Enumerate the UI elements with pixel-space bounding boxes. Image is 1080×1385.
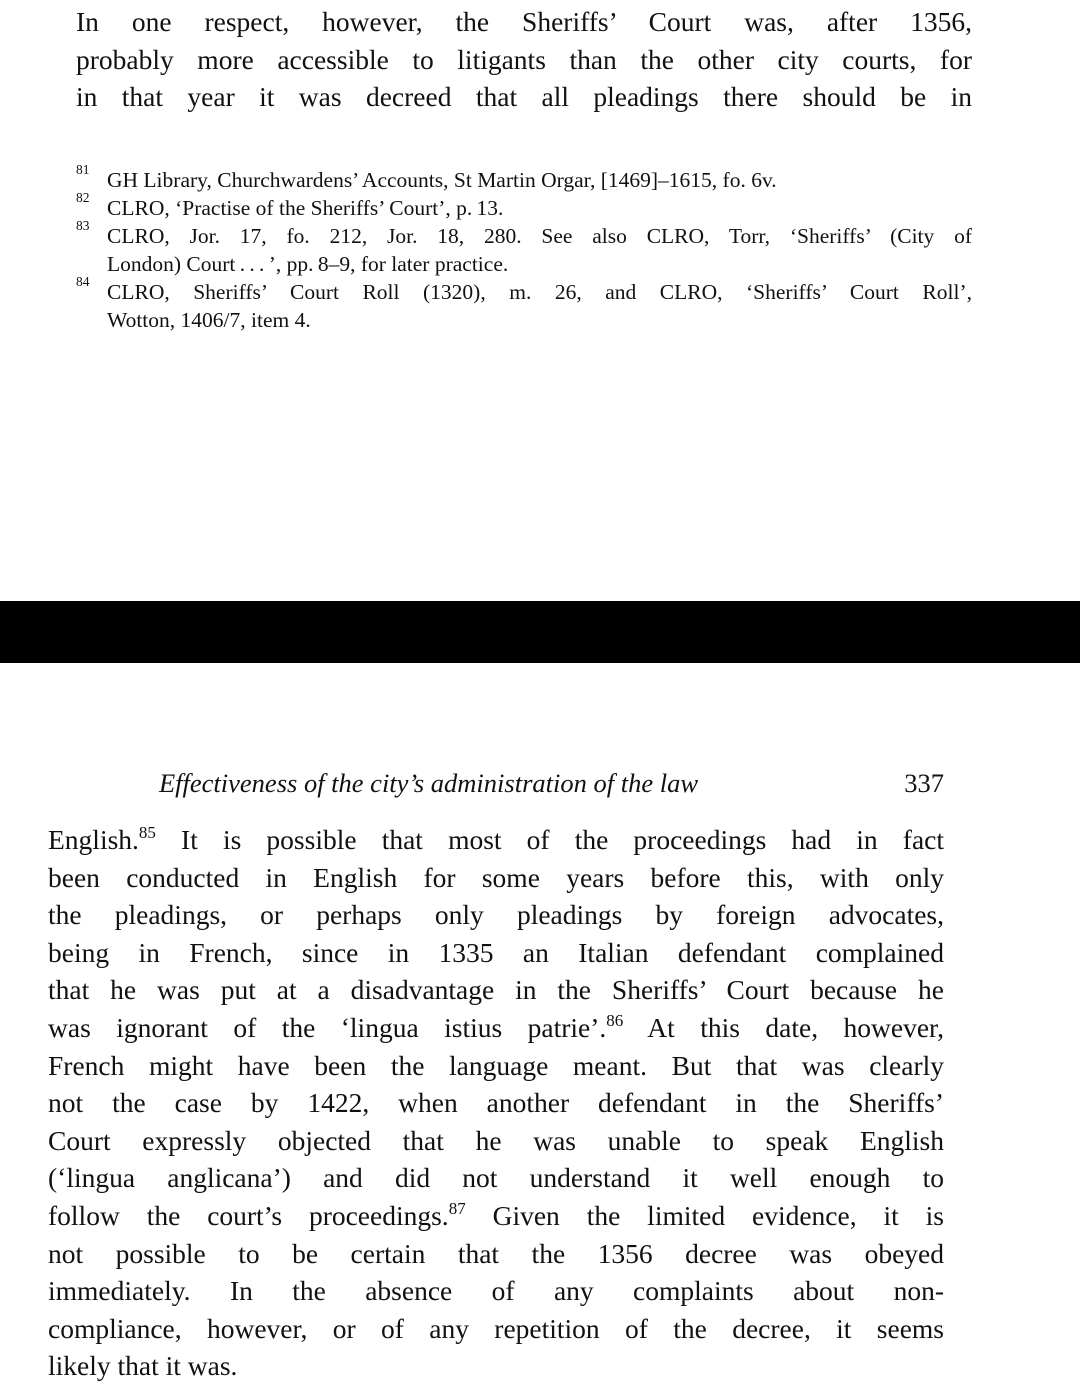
footnote-text: [107, 278, 972, 334]
text-run: been conducted in English for some years before this, with only: [48, 861, 944, 893]
footnote-number: 83: [76, 218, 90, 233]
footnote-line: CLRO, Jor. 17, fo. 212, Jor. 18, 280. See also CLRO, Torr, ‘Sheriffs’ (City of: [107, 224, 972, 248]
footnote-83: [76, 218, 972, 278]
paragraph-line: [48, 859, 944, 897]
paragraph-line: [48, 971, 944, 1009]
footnote-line: GH Library, Churchwardens’ Accounts, St Martin Orgar, [1469]–1615, fo. 6v.: [107, 168, 777, 192]
footnote-number: 81: [76, 162, 90, 177]
footnote-82: [76, 190, 972, 222]
text-run: was ignorant of the ‘lingua istius patrie’.: [48, 1011, 607, 1043]
paragraph-line: in that year it was decreed that all pleadings there should be in: [76, 81, 972, 113]
text-run: follow the court’s proceedings.: [48, 1199, 449, 1231]
text-run: compliance, however, or of any repetition of the decree, it seems: [48, 1312, 944, 1344]
page-number: 337: [904, 768, 944, 798]
paragraph-line: [48, 1310, 944, 1348]
paragraph-line: [48, 1122, 944, 1160]
text-run: Given the limited evidence, it is: [465, 1199, 945, 1231]
footnote-81: [76, 162, 972, 194]
page-divider-bar: [0, 601, 1080, 663]
text-run: not the case by 1422, when another defendant in the Sheriffs’: [48, 1087, 944, 1119]
footnote-text: [107, 222, 972, 278]
paragraph-line: [48, 821, 944, 859]
footnote-number: 84: [76, 274, 90, 289]
footnote-text: [107, 166, 972, 194]
paragraph-line: [48, 1235, 944, 1273]
text-run: not possible to be certain that the 1356 decree was obeyed: [48, 1237, 944, 1269]
paragraph-line: [48, 1272, 944, 1310]
text-run: Court expressly objected that he was unable to speak English: [48, 1124, 944, 1156]
paragraph-line: [48, 1084, 944, 1122]
paragraph-line: [48, 1197, 944, 1235]
text-run: likely that it was.: [48, 1350, 238, 1382]
footnote-reference: 86: [606, 1010, 624, 1030]
footnote-line: Wotton, 1406/7, item 4.: [107, 308, 311, 332]
text-run: French might have been the language meant. But that was clearly: [48, 1049, 944, 1081]
footnote-84: [76, 274, 972, 334]
paragraph-line: [48, 1347, 944, 1385]
paragraph-line: In one respect, however, the Sheriffs’ Court was, after 1356,: [76, 6, 972, 37]
footnotes: [76, 162, 972, 334]
footnote-number: 82: [76, 190, 90, 205]
text-run: English.: [48, 824, 139, 855]
paragraph-line: [48, 934, 944, 972]
footnote-reference: 85: [138, 823, 156, 842]
footnote-line: CLRO, ‘Practise of the Sheriffs’ Court’, p. 13.: [107, 196, 504, 220]
footnote-line: CLRO, Sheriffs’ Court Roll (1320), m. 26, and CLRO, ‘Sheriffs’ Court Roll’,: [107, 280, 972, 304]
footnote-line: London) Court . . . ’, pp. 8–9, for later practice.: [107, 252, 509, 276]
text-run: that he was put at a disadvantage in the Sheriffs’ Court because he: [48, 974, 944, 1006]
paragraph-line: [48, 1047, 944, 1085]
text-run: the pleadings, or perhaps only pleadings by foreign advocates,: [48, 899, 944, 931]
paragraph-line: [48, 896, 944, 934]
footnote-text: [107, 194, 972, 222]
previous-page-fragment: [0, 0, 1080, 600]
text-run: being in French, since in 1335 an Italian defendant complained: [48, 936, 944, 968]
running-title: Effectiveness of the city’s administration of the law: [159, 768, 699, 798]
paragraph-line: probably more accessible to litigants than the other city courts, for: [76, 43, 972, 75]
text-run: (‘lingua anglicana’) and did not understand it well enough to: [48, 1162, 944, 1194]
top-paragraph: [76, 3, 972, 116]
current-page: [0, 663, 1080, 1382]
paragraph-line: [48, 1159, 944, 1197]
text-run: At this date, however,: [623, 1011, 944, 1043]
footnote-reference: 87: [448, 1198, 466, 1218]
main-paragraph: [48, 821, 944, 1385]
text-run: It is possible that most of the proceedings had in fact: [155, 824, 944, 855]
text-run: immediately. In the absence of any complaints about non-: [48, 1275, 944, 1307]
paragraph-line: [48, 1009, 944, 1047]
